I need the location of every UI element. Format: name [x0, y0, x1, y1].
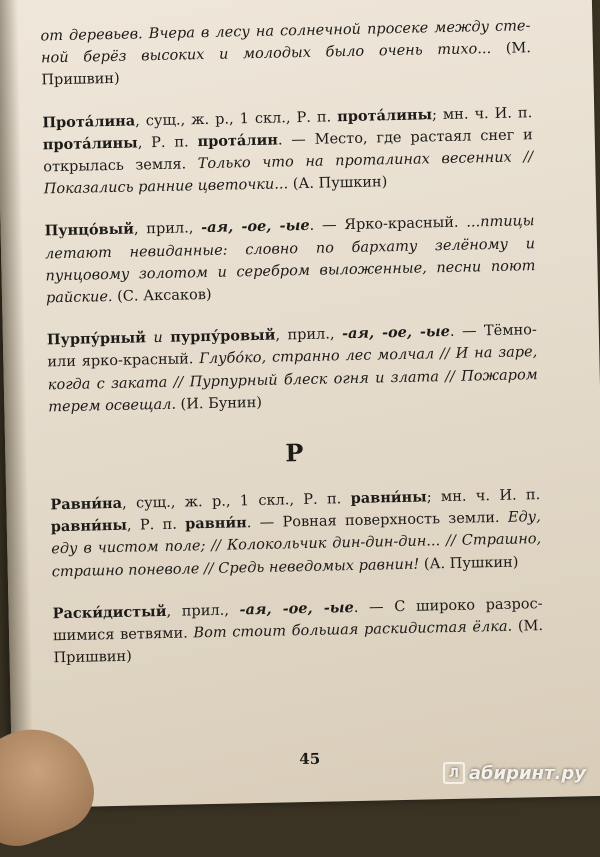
- entry-text: . — С широко разросшимися ветвями.: [52, 595, 543, 645]
- entry-text: -ая, -ое, -ые: [239, 598, 354, 619]
- entry-text: Пурпу́рный: [46, 329, 147, 349]
- entry-text: (А. Пушкин): [419, 554, 519, 573]
- entry-text: Только что на проталинах весенних // Показались ранние цветочки...: [43, 149, 534, 198]
- dictionary-entry: [42, 102, 534, 201]
- entry-text: (И. Бунин): [175, 394, 263, 413]
- dictionary-entry: [50, 484, 542, 583]
- entry-text: , прил.,: [166, 602, 240, 620]
- dictionary-entry: [44, 211, 536, 310]
- entry-text: Раски́дистый: [52, 602, 167, 623]
- entry-text: (М. Пришвин): [41, 40, 532, 89]
- entry-text: Глубо́ко, странно лес молчал // И на заре, когда с заката // Пурпурный блеск огня и злата // Пожаром терем освещал.: [47, 344, 538, 416]
- entry-text: -ая, -ое, -ые: [341, 323, 451, 343]
- entry-text: Прота́лина: [42, 112, 136, 132]
- entry-text: , Р. п.: [126, 516, 186, 534]
- page-gutter-shadow: [0, 0, 35, 808]
- dictionary-entry: [47, 319, 539, 418]
- watermark-text: абиринт.ру: [468, 762, 586, 784]
- entry-text: равни́ны: [350, 488, 427, 508]
- page-number: 45: [299, 749, 321, 769]
- entry-text: прота́лин: [197, 131, 279, 150]
- entry-text: . — Место, где растаял снег и открылась земля.: [43, 126, 533, 176]
- entry-text: и: [145, 330, 171, 347]
- entry-text: (М. Пришвин): [53, 618, 544, 667]
- entry-text: , прил.,: [133, 220, 202, 238]
- entry-text: пурпу́ровый: [170, 326, 276, 347]
- entry-text: , прил.,: [275, 326, 343, 344]
- dictionary-entry: [40, 15, 531, 92]
- entry-text: прота́лины: [336, 105, 433, 125]
- dictionary-text: [40, 15, 544, 690]
- entry-text: Вот стоит большая раскидистая ёлка.: [193, 618, 513, 642]
- entries-bottom: [50, 484, 544, 670]
- entry-text: . — Ровная поверхность земли.: [246, 510, 509, 532]
- entry-text: Вчера в лесу на солнечной просеке между стеной берёз высоких и молодых было очень тихо...: [40, 18, 531, 67]
- entry-text: Равни́на: [50, 494, 123, 514]
- entry-text: . — Тёмно- или ярко-красный.: [47, 322, 537, 371]
- watermark-logo-icon: Л: [443, 762, 465, 784]
- entry-text: ...птицы летают невиданные: словно по бархату зелёному и пунцовому золотом и серебром выложенные, песни поют райские.: [44, 213, 536, 307]
- entry-text: (А. Пушкин): [287, 174, 388, 193]
- section-letter: Р: [284, 438, 304, 468]
- entry-text: (С. Аксаков): [112, 286, 212, 306]
- entry-text: , Р. п.: [137, 133, 198, 152]
- entry-text: Пунцо́вый: [44, 220, 135, 240]
- entry-text: ; мн. ч. И. п.: [426, 487, 541, 506]
- entry-text: , сущ., ж. р., 1 скл., Р. п.: [121, 491, 351, 512]
- watermark: [443, 762, 586, 784]
- entry-text: равни́н: [185, 514, 247, 533]
- entry-text: от деревьев.: [40, 26, 149, 45]
- entry-text: -ая, -ое, -ые: [201, 217, 310, 237]
- dictionary-entry: [52, 593, 543, 670]
- entry-text: . — Ярко-красный.: [309, 214, 467, 235]
- entries-top: [40, 15, 538, 418]
- entry-text: равни́ны: [50, 516, 128, 536]
- entry-text: прота́лины: [42, 134, 138, 154]
- entry-text: ; мн. ч. И. п.: [431, 104, 533, 123]
- entry-text: Еду, еду в чистом поле; // Колокольчик дин-дин-дин... // Страшно, страшно поневоле // Средь неведомых равнин!: [51, 509, 542, 580]
- entry-text: , сущ., ж. р., 1 скл., Р. п.: [135, 108, 338, 130]
